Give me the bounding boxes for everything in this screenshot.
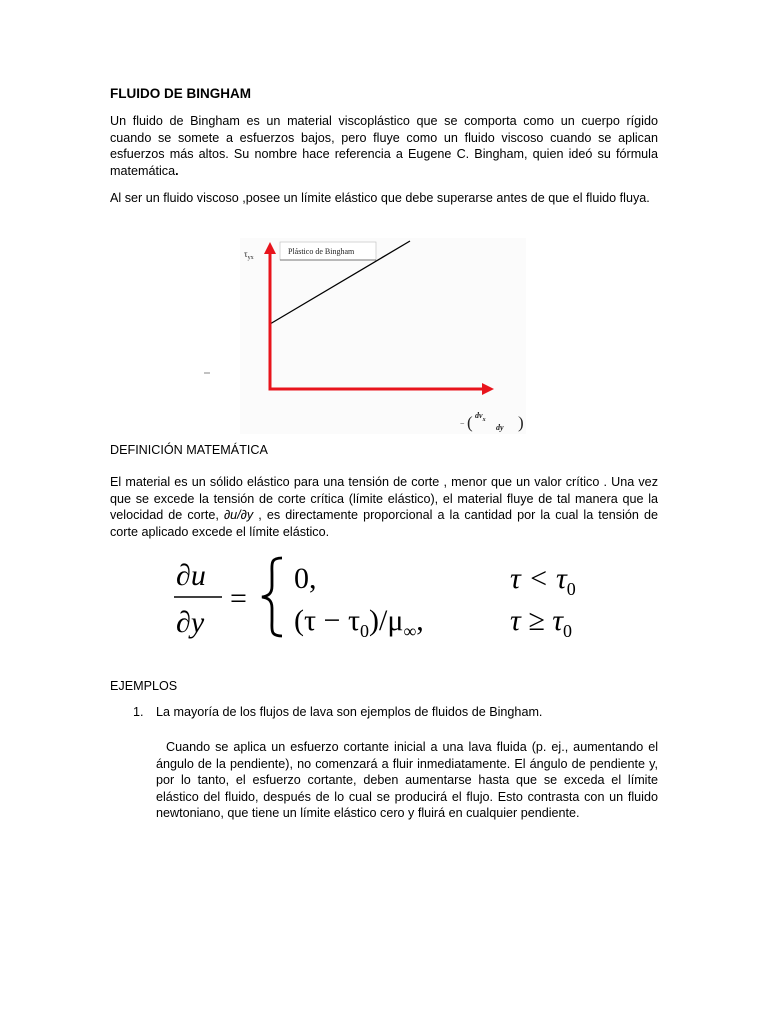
svg-text:dvx: $dv_x$ (475, 411, 486, 423)
intro-paragraph (110, 113, 658, 179)
list-item: La mayoría de los flujos de lava son ejemplos de fluidos de Bingham. (156, 705, 543, 719)
bingham-formula (172, 550, 612, 640)
formula-case2-value: $(\tau - \tau_0)/\mu_\infty$, (294, 604, 424, 640)
lava-paragraph: Cuando se aplica un esfuerzo cortante inicial a una lava fluida (p. ej., aumentando el ángulo de la pendiente), no comenzará a fluir inmediatamente. El ángulo de pendiente y, por lo tanto, el esfuerzo cortante, deben aumentarse hasta que se exceda el límite elástico del fluido, después de lo cual se producirá el flujo. Esto contrasta con un fluido newtoniano, que tiene un límite elástico cero y fluirá en cualquier pendiente. (156, 740, 658, 821)
formula-case2-condition: $\tau \ge \tau_0$ (510, 604, 572, 640)
formula-case1-value: 0, (294, 562, 317, 595)
page-title: FLUIDO DE BINGHAM (110, 86, 251, 101)
intro-period: . (175, 163, 179, 178)
viscous-paragraph: Al ser un fluido viscoso ,posee un límite elástico que debe superarse antes de que el fluido fluya. (110, 191, 650, 205)
section-heading-definition: DEFINICIÓN MATEMÁTICA (110, 443, 268, 457)
formula-equals: = (230, 582, 247, 615)
formula-lhs-numerator: ∂u (176, 559, 206, 592)
formula-lhs-denominator: ∂y (176, 606, 205, 639)
formula-case1-condition: $\tau < \tau_0$ (510, 562, 576, 599)
y-axis-label: $\tau_{yx}$ (244, 249, 254, 261)
section-heading-examples: EJEMPLOS (110, 679, 178, 693)
svg-text:): ) (518, 413, 524, 432)
svg-text:(: ( (467, 413, 473, 432)
svg-text:−: − (460, 419, 465, 428)
svg-text:dy: dy (496, 423, 504, 432)
list-item-number: 1. (133, 705, 144, 719)
definition-paragraph: El material es un sólido elástico para una tensión de corte , menor que un valor crítico . Una vez que se excede la tensión de corte crítica (límite elástico), el material fluye de tal manera que la velocidad de corte, ∂u/∂y , es directamente proporcional a la cantidad por la cual la tensión de corte aplicado excede el límite elástico. (110, 475, 658, 539)
formula-brace (262, 558, 282, 636)
bingham-diagram (200, 234, 530, 440)
intro-text: Un fluido de Bingham es un material viscoplástico que se comporta como un cuerpo rígido cuando se somete a esfuerzos bajos, pero fluye como un fluido viscoso cuando se aplican esfuerzos más altos. Su nombre hace referencia a Eugene C. Bingham, quien ideó su fórmula matemática (110, 114, 658, 178)
diagram-background (240, 238, 526, 434)
legend-label: Plástico de Bingham (288, 247, 355, 256)
shear-rate-expression: ∂u/∂y (223, 508, 254, 523)
